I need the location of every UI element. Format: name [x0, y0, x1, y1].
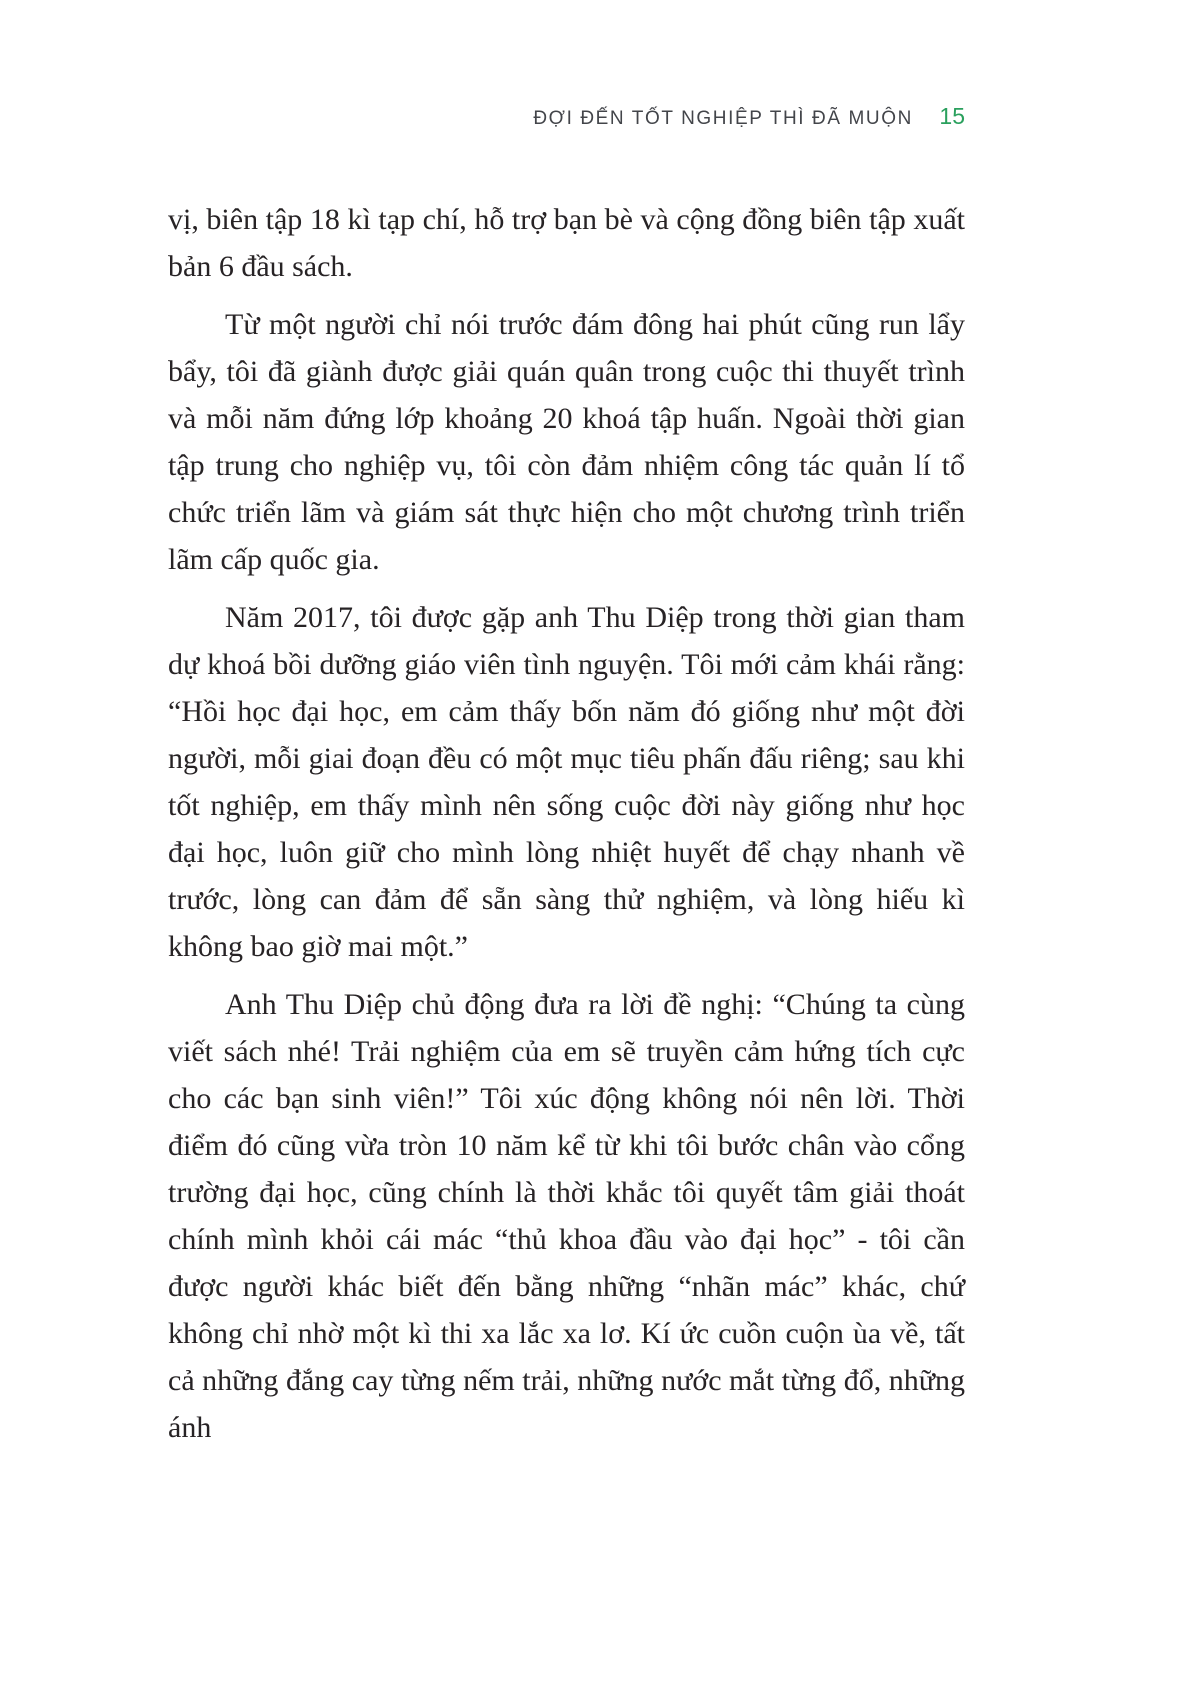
running-header-title: ĐỢI ĐẾN TỐT NGHIỆP THÌ ĐÃ MUỘN — [533, 108, 913, 129]
body-paragraph: Năm 2017, tôi được gặp anh Thu Diệp trong thời gian tham dự khoá bồi dưỡng giáo viên tình nguyện. Tôi mới cảm khái rằng: “Hồi học đại học, em cảm thấy bốn năm đó giống như một đời người, mỗi giai đoạn đều có một mục tiêu phấn đấu riêng; sau khi tốt nghiệp, em thấy mình nên sống cuộc đời này giống như học đại học, luôn giữ cho mình lòng nhiệt huyết để chạy nhanh về trước, lòng can đảm để sẵn sàng thử nghiệm, và lòng hiếu kì không bao giờ mai một.” — [168, 601, 965, 963]
body-paragraph: Anh Thu Diệp chủ động đưa ra lời đề nghị: “Chúng ta cùng viết sách nhé! Trải nghiệm của em sẽ truyền cảm hứng tích cực cho các bạn sinh viên!” Tôi xúc động không nói nên lời. Thời điểm đó cũng vừa tròn 10 năm kể từ khi tôi bước chân vào cổng trường đại học, cũng chính là thời khắc tôi quyết tâm giải thoát chính mình khỏi cái mác “thủ khoa đầu vào đại học” - tôi cần được người khác biết đến bằng những “nhãn mác” khác, chứ không chỉ nhờ một kì thi xa lắc xa lơ. Kí ức cuồn cuộn ùa về, tất cả những đắng cay từng nếm trải, những nước mắt từng đổ, những ánh — [168, 988, 965, 1444]
page-number: 15 — [939, 103, 965, 129]
body-paragraph: vị, biên tập 18 kì tạp chí, hỗ trợ bạn bè và cộng đồng biên tập xuất bản 6 đầu sách. — [168, 203, 965, 283]
running-header — [168, 103, 965, 130]
body-text-block — [168, 196, 965, 1462]
body-paragraph: Từ một người chỉ nói trước đám đông hai phút cũng run lẩy bẩy, tôi đã giành được giải quán quân trong cuộc thi thuyết trình và mỗi năm đứng lớp khoảng 20 khoá tập huấn. Ngoài thời gian tập trung cho nghiệp vụ, tôi còn đảm nhiệm công tác quản lí tổ chức triển lãm và giám sát thực hiện cho một chương trình triển lãm cấp quốc gia. — [168, 308, 965, 576]
